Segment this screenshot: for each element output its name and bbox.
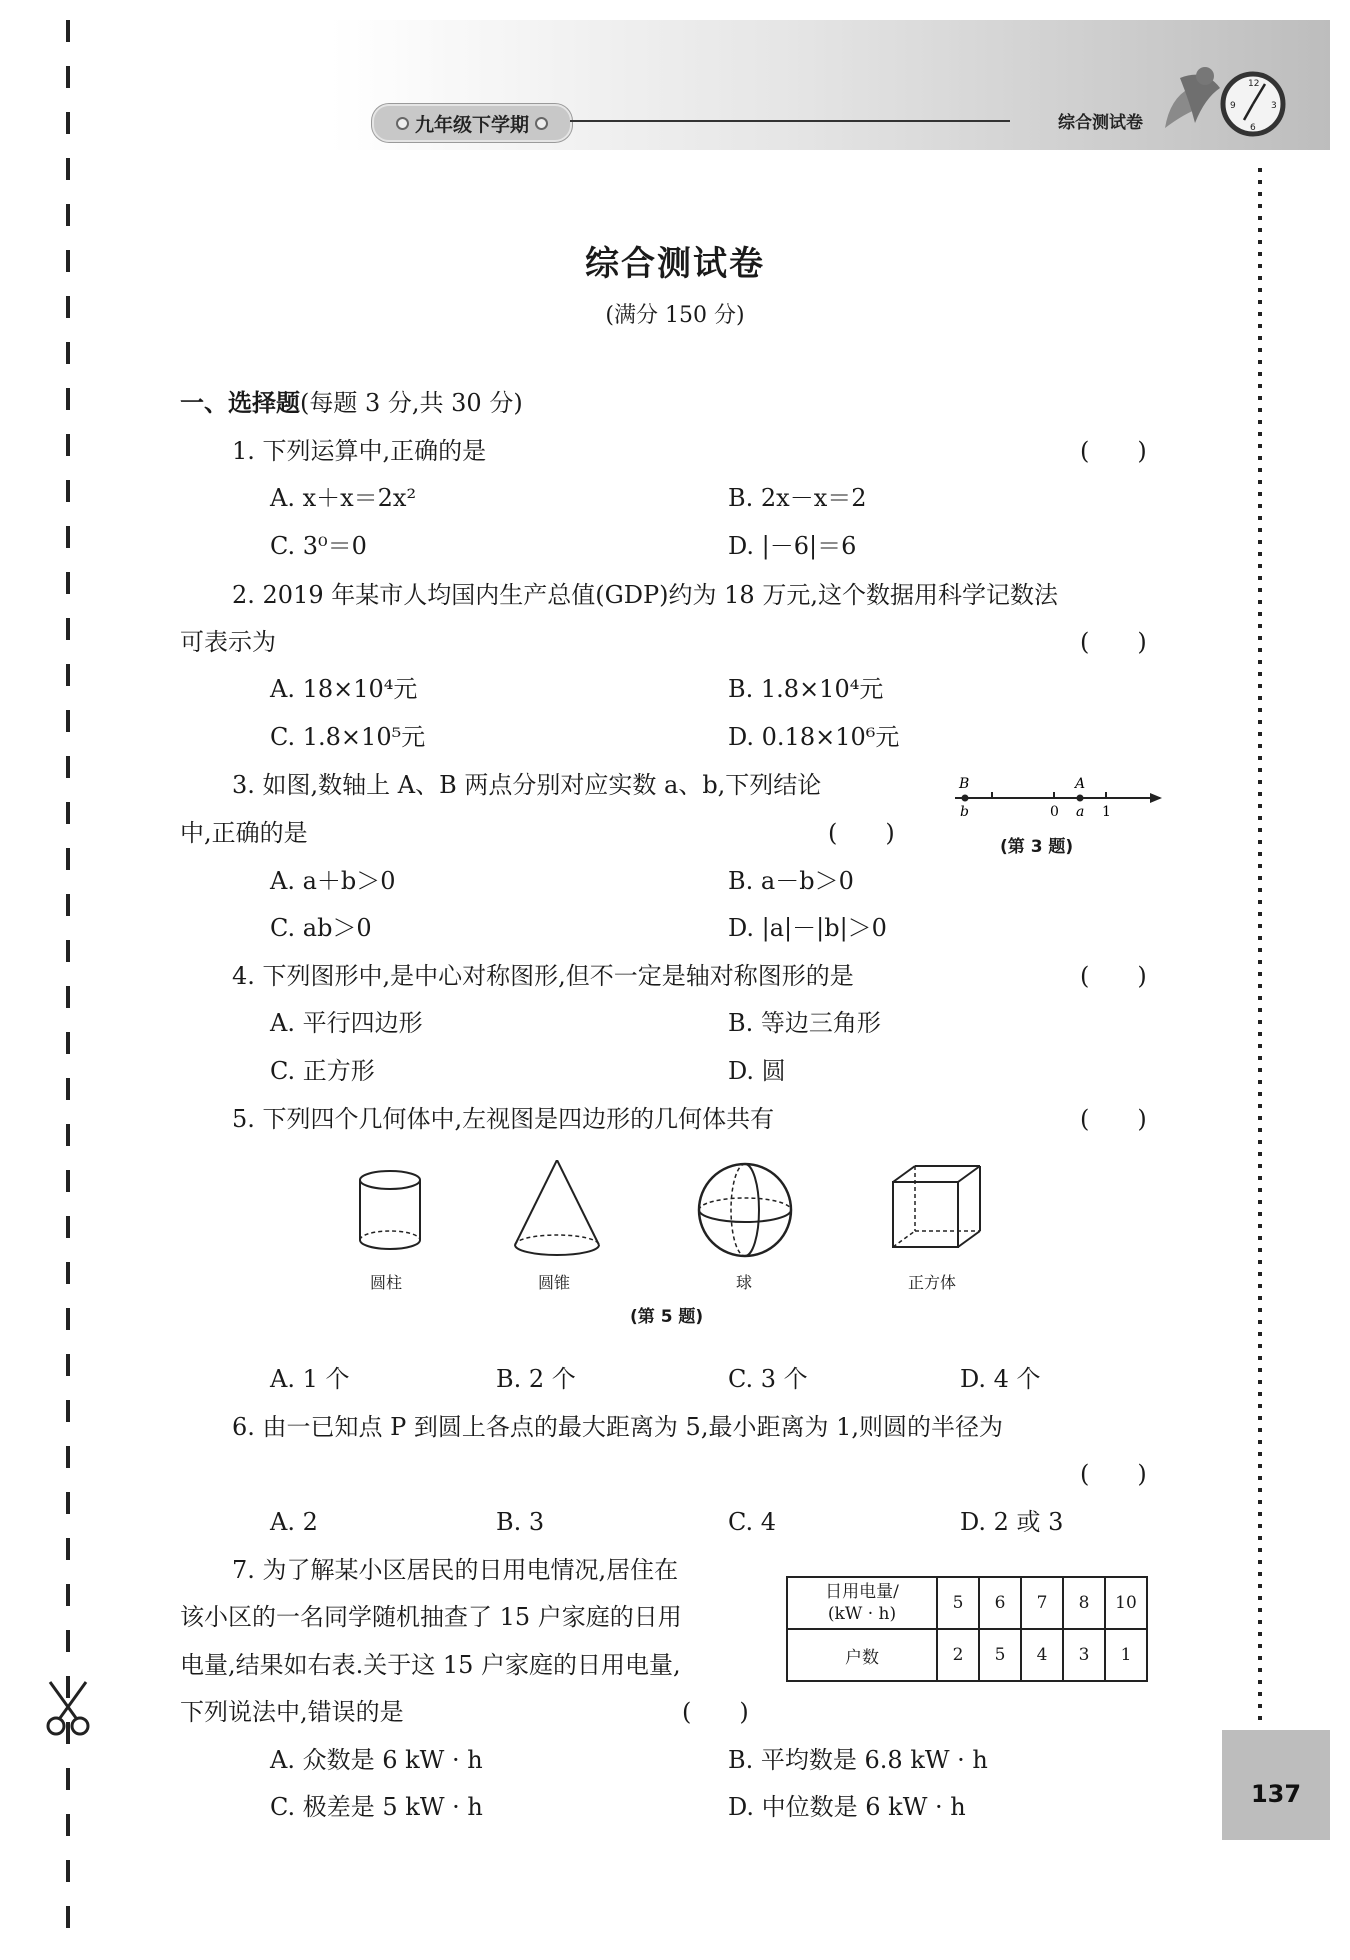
q5-figure-caption: (第 5 题) [630,1307,704,1327]
q7-answer-blank: ( ) [682,1698,749,1726]
q7-option-b: B. 平均数是 6.8 kW · h [728,1746,988,1774]
q3-point-a-label: A [1075,776,1086,792]
q3-option-c: C. ab＞0 [270,914,372,942]
cone-shape [515,1160,599,1255]
table-cell: 5 [979,1629,1021,1681]
header-rule [570,120,1010,122]
svg-text:9: 9 [1230,101,1236,111]
q4-answer-blank: ( ) [1080,962,1147,990]
table-cell: 8 [1063,1577,1105,1629]
table-cell: 7 [1021,1577,1063,1629]
q4-option-b: B. 等边三角形 [728,1009,881,1037]
scissors-icon [40,1678,96,1738]
table-header-cell: 户数 [787,1629,937,1681]
q3-number-line [950,770,1170,830]
sphere-shape [699,1164,791,1256]
section-heading [180,388,523,418]
q5-answer-blank: ( ) [1080,1105,1147,1133]
q1-option-d: D. |－6|＝6 [728,532,857,560]
table-row [787,1577,1147,1629]
q3-option-a: A. a＋b＞0 [270,867,396,895]
q5-shape-label-cube: 正方体 [908,1273,957,1292]
q5-shape-label-cylinder: 圆柱 [370,1273,403,1292]
q3-option-d: D. |a|－|b|＞0 [728,914,887,942]
q3-option-b: B. a－b＞0 [728,867,854,895]
svg-text:3: 3 [1271,101,1277,111]
q7-stem-line2: 该小区的一名同学随机抽查了 15 户家庭的日用 [180,1603,682,1631]
q7-stem-line1: 7. 为了解某小区居民的日用电情况,居住在 [232,1556,679,1584]
q3-value-b-label: b [960,804,969,820]
q6-option-d: D. 2 或 3 [960,1508,1064,1536]
q5-option-b: B. 2 个 [496,1365,576,1393]
q4-option-a: A. 平行四边形 [270,1009,423,1037]
q6-answer-blank: ( ) [1080,1460,1147,1488]
q1-option-c: C. 3⁰＝0 [270,532,367,560]
pill-dot-icon [396,117,409,130]
q2-stem-line1: 2. 2019 年某市人均国内生产总值(GDP)约为 18 万元,这个数据用科学记数法 [232,581,1058,609]
q3-value-a-label: a [1076,804,1085,820]
q2-option-c: C. 1.8×10⁵元 [270,723,426,751]
q5-option-a: A. 1 个 [270,1365,350,1393]
pill-dot-icon [535,117,548,130]
q3-answer-blank: ( ) [828,819,895,847]
cylinder-shape [360,1171,420,1249]
q7-electricity-table [786,1576,1148,1682]
q5-stem: 5. 下列四个几何体中,左视图是四边形的几何体共有 [232,1105,775,1133]
q3-figure-caption: (第 3 题) [1000,837,1074,857]
q5-option-c: C. 3 个 [728,1365,808,1393]
q1-stem: 1. 下列运算中,正确的是 [232,437,487,465]
runner-clock-logo-icon [1150,58,1300,150]
q6-option-b: B. 3 [496,1508,545,1536]
table-cell: 1 [1105,1629,1147,1681]
q7-option-a: A. 众数是 6 kW · h [270,1746,483,1774]
q1-answer-blank: ( ) [1080,437,1147,465]
table-row [787,1629,1147,1681]
section-note: (每题 3 分,共 30 分) [300,389,523,417]
q3-point-b-label: B [959,776,970,792]
page-title: 综合测试卷 [585,244,765,284]
table-cell: 10 [1105,1577,1147,1629]
q4-option-c: C. 正方形 [270,1057,375,1085]
q7-option-c: C. 极差是 5 kW · h [270,1793,483,1821]
cube-shape [893,1166,980,1247]
q3-stem-line1: 3. 如图,数轴上 A、B 两点分别对应实数 a、b,下列结论 [232,771,822,799]
q3-stem-line2: 中,正确的是 [180,819,308,847]
q7-stem-line4: 下列说法中,错误的是 [180,1698,404,1726]
svg-text:6: 6 [1250,123,1256,133]
q1-option-b: B. 2x－x＝2 [728,484,867,512]
q2-answer-blank: ( ) [1080,628,1147,656]
grade-label: 九年级下学期 [414,113,529,136]
q6-stem: 6. 由一已知点 P 到圆上各点的最大距离为 5,最小距离为 1,则圆的半径为 [232,1413,1003,1441]
q5-shape-label-sphere: 球 [736,1273,753,1292]
q4-option-d: D. 圆 [728,1057,786,1085]
q5-solids-figure [350,1160,1010,1260]
section-title: 一、选择题 [180,389,300,417]
q6-option-a: A. 2 [270,1508,318,1536]
q7-option-d: D. 中位数是 6 kW · h [728,1793,966,1821]
q6-option-c: C. 4 [728,1508,777,1536]
table-cell: 3 [1063,1629,1105,1681]
q7-stem-line3: 电量,结果如右表.关于这 15 户家庭的日用电量, [180,1651,681,1679]
q3-one-label: 1 [1102,804,1111,820]
q1-option-a: A. x＋x＝2x² [270,484,417,512]
table-cell: 6 [979,1577,1021,1629]
q2-option-b: B. 1.8×10⁴元 [728,675,884,703]
q5-option-d: D. 4 个 [960,1365,1041,1393]
q5-shape-label-cone: 圆锥 [538,1273,571,1292]
q2-stem-line2: 可表示为 [180,628,276,656]
dotted-margin-line [1258,168,1262,1728]
svg-text:12: 12 [1248,79,1260,89]
table-header-cell: 日用电量/ (kW · h) [787,1577,937,1629]
series-title: 综合测试卷 [1058,113,1143,133]
table-cell: 4 [1021,1629,1063,1681]
q4-stem: 4. 下列图形中,是中心对称图形,但不一定是轴对称图形的是 [232,962,854,990]
table-cell: 5 [937,1577,979,1629]
q3-zero-label: 0 [1050,804,1059,820]
page-subtitle: (满分 150 分) [605,303,745,328]
q2-option-d: D. 0.18×10⁶元 [728,723,900,751]
page-number: 137 [1250,1780,1302,1808]
table-cell: 2 [937,1629,979,1681]
q2-option-a: A. 18×10⁴元 [270,675,418,703]
grade-label-pill [372,104,572,142]
